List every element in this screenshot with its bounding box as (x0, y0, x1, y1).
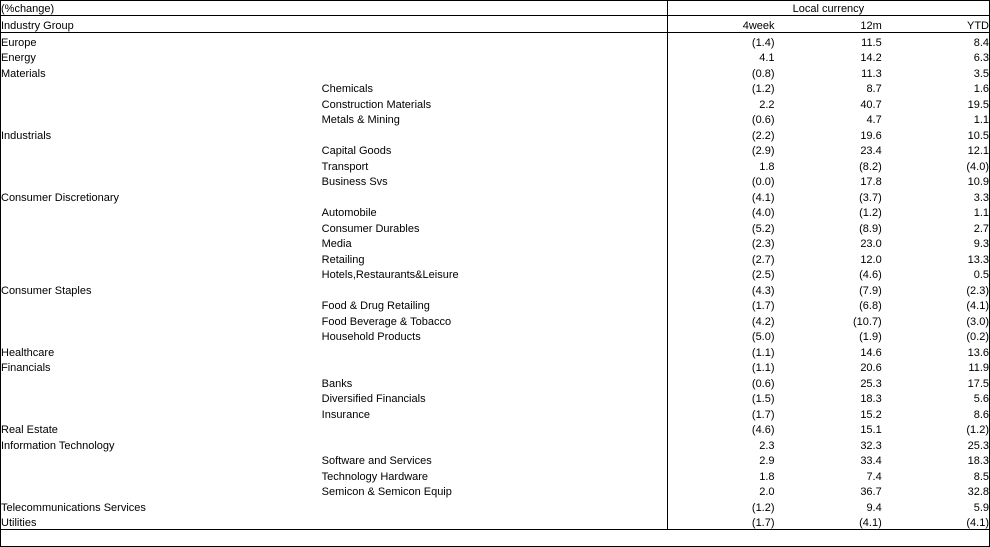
row-value-ytd: (1.2) (966, 424, 989, 436)
row-subgroup-label (322, 49, 668, 65)
row-value-12m: 18.3 (860, 393, 882, 405)
row-value-12m: 11.5 (861, 36, 882, 49)
row-value-4week: 1.8 (667, 157, 774, 173)
row-value-12m: 20.6 (860, 362, 882, 374)
row-subgroup-label: Software and Services (321, 455, 432, 467)
row-value-ytd: 8.5 (973, 470, 989, 483)
row-value-12m: (3.7) (859, 191, 882, 204)
row-value-4week: (4.3) (667, 281, 774, 297)
row-value-4week: 2.9 (667, 452, 774, 468)
row-value-ytd: 1.1 (973, 207, 989, 219)
row-value-ytd: 10.9 (967, 176, 989, 188)
column-header-ytd: YTD (882, 16, 989, 33)
row-value-4week: (0.6) (667, 111, 774, 127)
table-row (1, 80, 989, 96)
row-value-4week: (2.2) (667, 126, 774, 142)
row-value-12m: 40.7 (860, 98, 882, 111)
row-value-ytd: 5.9 (973, 501, 989, 514)
row-subgroup-label: Technology Hardware (321, 470, 429, 483)
row-group-label (1, 173, 322, 189)
table-row (1, 219, 989, 235)
row-value-4week: (1.5) (667, 390, 774, 406)
row-value-ytd: 8.6 (973, 408, 989, 421)
row-value-ytd: 11.9 (968, 362, 989, 374)
row-value-12m: 8.7 (866, 83, 882, 95)
row-value-12m: (7.9) (859, 284, 882, 297)
row-subgroup-label (322, 359, 668, 375)
table-row (1, 142, 989, 158)
row-group-label: Healthcare (1, 346, 55, 359)
table-header (1, 1, 989, 33)
table-row (1, 328, 989, 344)
row-value-12m: 33.4 (860, 455, 882, 467)
row-group-label (1, 95, 322, 111)
row-subgroup-label: Food & Drug Retailing (321, 300, 430, 312)
row-value-4week: (4.6) (667, 421, 774, 437)
table-row (1, 266, 989, 282)
row-subgroup-label (322, 126, 668, 142)
row-group-label (1, 250, 322, 266)
header-row-columns (1, 16, 989, 33)
row-value-4week: (1.2) (667, 80, 774, 96)
row-subgroup-label: Banks (321, 377, 353, 390)
row-group-label: Materials (1, 67, 46, 80)
header-spacer (322, 1, 668, 16)
row-group-label (1, 467, 322, 483)
row-group-label (1, 297, 322, 313)
row-group-label (1, 111, 322, 127)
row-subgroup-label: Household Products (321, 331, 421, 343)
row-value-4week: (1.1) (667, 359, 774, 375)
row-subgroup-label: Construction Materials (321, 98, 432, 111)
table-row (1, 436, 989, 452)
row-value-12m: 17.8 (860, 176, 882, 188)
row-value-12m: 9.4 (866, 501, 882, 514)
row-value-ytd: 3.3 (973, 191, 989, 204)
row-value-12m: 15.2 (860, 408, 882, 421)
row-subgroup-label: Business Svs (321, 176, 388, 188)
row-value-4week: (5.0) (667, 328, 774, 344)
row-subgroup-label (322, 281, 668, 297)
row-value-4week: (2.5) (667, 266, 774, 282)
row-group-label (1, 483, 322, 499)
row-group-label (1, 266, 322, 282)
row-value-ytd: 25.3 (967, 439, 989, 452)
header-spacer-2 (322, 16, 668, 33)
row-subgroup-label (322, 64, 668, 80)
row-value-12m: 23.0 (860, 238, 882, 250)
table-row (1, 157, 989, 173)
row-value-12m: 7.4 (866, 470, 882, 483)
row-value-ytd: 32.8 (967, 486, 989, 498)
row-group-label: Telecommunications Services (1, 501, 146, 514)
row-value-4week: (2.3) (667, 235, 774, 251)
row-value-ytd: (0.2) (966, 331, 989, 343)
row-value-ytd: 1.1 (973, 114, 989, 126)
table-row (1, 390, 989, 406)
row-group-label: Utilities (1, 514, 322, 530)
row-value-ytd: 6.3 (973, 52, 989, 64)
table-row (1, 312, 989, 328)
row-value-12m: 36.7 (860, 486, 882, 498)
row-value-4week: (1.7) (667, 297, 774, 313)
row-value-12m: (6.8) (859, 300, 882, 312)
row-value-4week: 2.0 (667, 483, 774, 499)
row-value-ytd: 9.3 (973, 238, 989, 250)
table-row (1, 235, 989, 251)
row-value-ytd: (2.3) (966, 284, 989, 297)
row-group-label: Industrials (1, 129, 52, 142)
row-subgroup-label: Media (321, 238, 352, 250)
table-row (1, 173, 989, 189)
table-row (1, 514, 989, 530)
table-row (1, 95, 989, 111)
row-value-4week: 2.2 (667, 95, 774, 111)
row-value-4week: (0.0) (667, 173, 774, 189)
row-value-12m: (10.7) (852, 315, 882, 328)
row-value-ytd: 12.1 (967, 145, 989, 157)
row-value-ytd: (4.0) (966, 160, 989, 173)
row-group-label: Consumer Staples (1, 284, 92, 297)
row-subgroup-label: Food Beverage & Tobacco (321, 315, 452, 328)
row-value-ytd: 13.6 (967, 346, 989, 359)
table-row (1, 405, 989, 421)
table-row (1, 250, 989, 266)
row-subgroup-label (322, 33, 668, 49)
unit-label: (%change) (1, 1, 322, 16)
row-subgroup-label (322, 514, 668, 530)
row-value-ytd: 1.6 (973, 83, 989, 95)
table-row (1, 374, 989, 390)
table-row (1, 467, 989, 483)
table-row (1, 359, 989, 375)
table-row (1, 33, 989, 49)
table-row (1, 111, 989, 127)
row-group-label (1, 204, 322, 220)
row-value-4week: (1.7) (667, 405, 774, 421)
row-value-4week: (5.2) (667, 219, 774, 235)
row-value-ytd: 8.4 (973, 36, 989, 49)
row-value-12m: 15.1 (860, 424, 882, 436)
row-value-ytd: (3.0) (966, 315, 989, 328)
row-value-ytd: 18.3 (967, 455, 989, 467)
row-value-12m: 12.0 (860, 253, 882, 266)
row-value-12m: 19.6 (860, 129, 882, 142)
row-group-label (1, 390, 322, 406)
table-body (1, 33, 989, 530)
row-value-12m: 14.6 (860, 346, 882, 359)
table-row (1, 483, 989, 499)
row-value-12m: (1.9) (859, 331, 882, 343)
local-currency-header: Local currency (667, 1, 989, 16)
row-value-12m: (8.9) (859, 222, 882, 235)
row-group-label: Europe (1, 36, 37, 49)
row-value-12m: 14.2 (860, 52, 882, 64)
row-value-4week: (2.9) (667, 142, 774, 158)
table-row (1, 126, 989, 142)
row-value-4week: (1.7) (667, 514, 774, 530)
row-value-ytd: (4.1) (882, 514, 989, 530)
column-header-12m: 12m (775, 16, 882, 33)
row-group-label (1, 80, 322, 96)
row-subgroup-label: Transport (321, 160, 369, 173)
row-group-label: Information Technology (1, 439, 115, 452)
row-subgroup-label: Chemicals (321, 83, 373, 95)
table-row (1, 64, 989, 80)
row-value-4week: (4.2) (667, 312, 774, 328)
row-value-ytd: 5.6 (973, 393, 989, 405)
row-value-ytd: 13.3 (967, 253, 989, 266)
row-subgroup-label (322, 498, 668, 514)
row-value-ytd: (4.1) (966, 300, 989, 312)
row-value-4week: (1.1) (667, 343, 774, 359)
row-group-label: Energy (1, 52, 36, 64)
table-row (1, 452, 989, 468)
row-group-label: Real Estate (1, 424, 58, 436)
row-value-ytd: 3.5 (973, 67, 989, 80)
row-subgroup-label: Automobile (321, 207, 377, 219)
column-header-4week: 4week (667, 16, 774, 33)
row-subgroup-label: Metals & Mining (321, 114, 400, 126)
row-group-label (1, 235, 322, 251)
row-value-4week: 4.1 (667, 49, 774, 65)
row-value-12m: 11.3 (861, 67, 882, 80)
row-value-12m: 32.3 (860, 439, 882, 452)
row-value-ytd: 19.5 (967, 98, 989, 111)
row-group-label (1, 219, 322, 235)
row-value-ytd: 0.5 (973, 269, 989, 281)
table-row (1, 204, 989, 220)
row-value-ytd: 2.7 (973, 222, 989, 235)
row-value-12m: 4.7 (866, 114, 882, 126)
row-value-4week: (1.4) (667, 33, 774, 49)
row-value-4week: 1.8 (667, 467, 774, 483)
row-group-label: Financials (1, 362, 51, 374)
row-subgroup-label: Hotels,Restaurants&Leisure (321, 269, 459, 281)
row-value-12m: (4.1) (775, 514, 882, 530)
row-group-label (1, 142, 322, 158)
row-value-4week: (4.1) (667, 188, 774, 204)
row-value-12m: (1.2) (859, 207, 882, 219)
row-value-4week: 2.3 (667, 436, 774, 452)
row-value-ytd: 17.5 (967, 377, 989, 390)
row-subgroup-label: Diversified Financials (321, 393, 426, 405)
row-subgroup-label (322, 436, 668, 452)
table-row (1, 421, 989, 437)
table-row (1, 498, 989, 514)
row-value-4week: (1.2) (667, 498, 774, 514)
row-group-label (1, 328, 322, 344)
row-value-4week: (2.7) (667, 250, 774, 266)
row-subgroup-label (322, 188, 668, 204)
row-group-label: Consumer Discretionary (1, 191, 119, 204)
row-value-12m: 25.3 (860, 377, 882, 390)
table-row (1, 281, 989, 297)
row-subgroup-label: Semicon & Semicon Equip (321, 486, 452, 498)
row-group-label (1, 405, 322, 421)
performance-table (1, 1, 989, 530)
table-row (1, 343, 989, 359)
row-value-4week: (0.8) (667, 64, 774, 80)
row-group-label (1, 157, 322, 173)
header-row-currency (1, 1, 989, 16)
row-subgroup-label: Consumer Durables (321, 222, 420, 235)
industry-group-header: Industry Group (1, 16, 322, 33)
row-subgroup-label: Insurance (321, 408, 370, 421)
row-subgroup-label (322, 421, 668, 437)
row-value-4week: (0.6) (667, 374, 774, 390)
row-subgroup-label: Retailing (321, 253, 365, 266)
row-value-12m: (4.6) (859, 269, 882, 281)
row-value-12m: 23.4 (860, 145, 882, 157)
row-value-ytd: 10.5 (967, 129, 989, 142)
row-group-label (1, 452, 322, 468)
row-group-label (1, 312, 322, 328)
row-subgroup-label (322, 343, 668, 359)
row-value-12m: (8.2) (859, 160, 882, 173)
row-group-label (1, 374, 322, 390)
row-value-4week: (4.0) (667, 204, 774, 220)
table-row (1, 49, 989, 65)
table-row (1, 297, 989, 313)
row-subgroup-label: Capital Goods (321, 145, 392, 157)
table-row (1, 188, 989, 204)
